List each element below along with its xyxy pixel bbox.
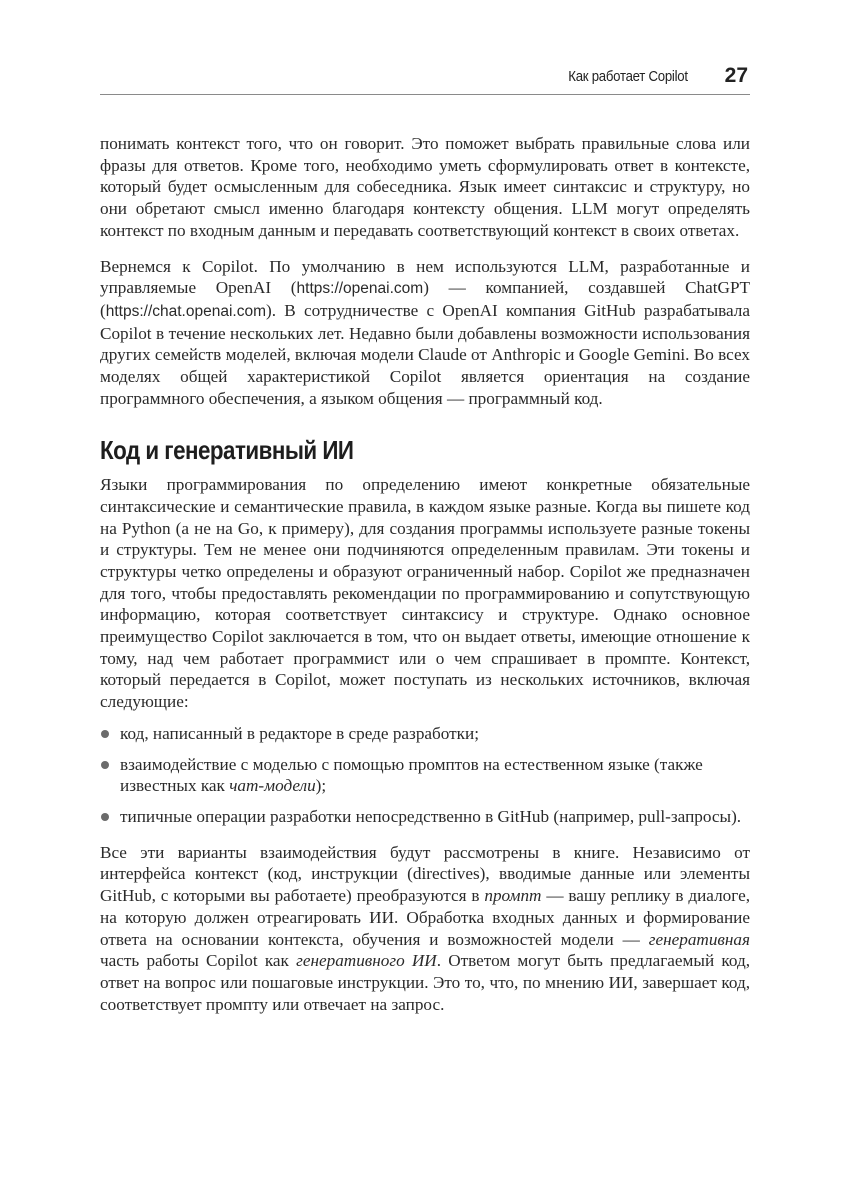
list-item-text: типичные операции разработки непосредственно в GitHub (например, pull-запросы). xyxy=(120,806,742,826)
text-segment: Все эти варианты взаимодействия будут рассмотрены в книге. Независимо от интерфейса контекст (код, инструкции (directives), вводимые данные или элементы GitHub, с которыми вы работаете) преобразуются в xyxy=(100,842,750,906)
page-number: 27 xyxy=(724,64,748,87)
emphasis-term: генеративного ИИ xyxy=(296,951,437,971)
emphasis-term: чат-модели xyxy=(229,776,316,796)
context-sources-list xyxy=(100,723,750,828)
list-item-text: ); xyxy=(315,776,327,796)
text-segment: ). В сотрудничестве с OpenAI компания GitHub разрабатывала Copilot в течение нескольких лет. Недавно были добавлены возможности использования других семейств моделей, включая модели Claude от Anthropic и Google Gemini. Во всех моделях общей характеристикой Copilot является ориентация на создание программного обеспечения, а языком общения — программный код. xyxy=(100,300,750,408)
body-text xyxy=(100,133,750,1029)
emphasis-term: генеративная xyxy=(648,929,750,949)
bullet-icon xyxy=(101,813,109,821)
bullet-icon xyxy=(101,761,109,769)
paragraph-context: понимать контекст того, что он говорит. Это поможет выбрать правильные слова или фразы для ответов. Кроме того, необходимо уметь сформулировать ответ в контексте, который будет осмысленным для собеседника. Язык имеет синтаксис и структуру, но они обретают смысл именно благодаря контексту общения. LLM могут определять контекст по входным данным и передавать соответствующий контекст в своих ответах. xyxy=(100,134,750,240)
text-segment: — вашу реплику в диалоге, на которую должен отреагировать ИИ. Обработка входных данных и формирование ответа на основании контекста, обучения и возможностей модели — xyxy=(100,886,750,949)
running-header xyxy=(100,66,750,95)
text-segment: Вернемся к Copilot. По умолчанию в нем используются LLM, разработанные и управляемые OpenAI ( xyxy=(100,256,750,298)
emphasis-term: промпт xyxy=(484,886,542,906)
section-heading: Код и генеративный ИИ xyxy=(100,435,354,466)
paragraph-copilot-llm xyxy=(100,256,750,410)
bullet-icon xyxy=(101,730,109,738)
paragraph-programming-languages: Языки программирования по определению имеют конкретные обязательные синтаксические и семантические правила, в каждом языке разные. Когда вы пишете код на Python (а не на Go, к примеру), для создания программы используете разные токены и структуры. Тем не менее они подчиняются определенным правилам. Эти токены и структуры четко определены и образуют ограниченный набор. Copilot же предназначен для того, чтобы предоставлять рекомендации по программированию и сопутствующую информацию, которая соответствует синтаксису и структуре. Однако основное преимущество Copilot заключается в том, что он выдает ответы, имеющие отношение к тому, над чем работает программист или о чем спрашивает в промпте. Контекст, который передается в Copilot, может поступать из нескольких источников, включая следующие: xyxy=(100,475,750,712)
text-segment: часть работы Copilot как xyxy=(100,951,297,971)
list-item xyxy=(100,806,750,828)
chapter-title: Как работает Copilot xyxy=(568,68,688,85)
link-openai[interactable]: https://openai.com xyxy=(296,280,424,298)
list-item xyxy=(100,723,750,745)
text-segment: . Ответом могут быть предлагаемый код, ответ на вопрос или пошаговые инструкции. Это то, что, по мнению ИИ, завершает код, соответствует промпту или отвечает на запрос. xyxy=(100,951,750,1014)
list-item-text: код, написанный в редакторе в среде разработки; xyxy=(120,723,480,743)
paragraph-generative-ai xyxy=(100,842,750,1016)
link-chatgpt[interactable]: https://chat.openai.com xyxy=(105,302,266,320)
text-segment: ) — компанией, создавшей ChatGPT ( xyxy=(100,278,751,320)
list-item xyxy=(100,754,750,797)
list-item-text: взаимодействие с моделью с помощью промптов на естественном языке (также известных как xyxy=(120,754,703,796)
